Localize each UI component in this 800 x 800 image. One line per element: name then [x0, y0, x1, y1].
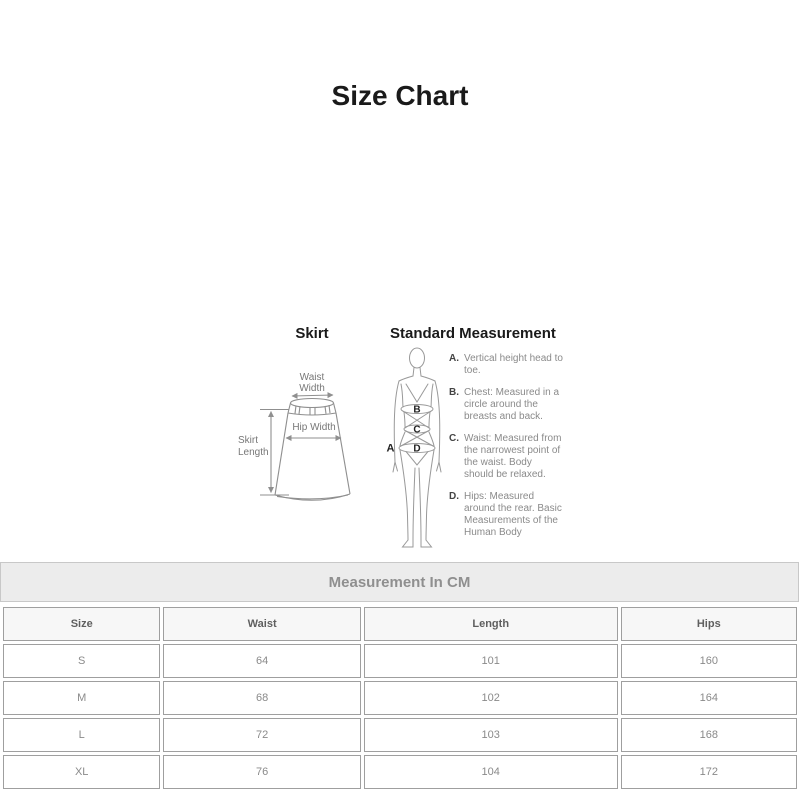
table-row	[3, 718, 797, 752]
hip-width-label: Hip Width	[292, 422, 336, 433]
body-figure-diagram	[384, 344, 448, 552]
skirt-length-label-line1: Skirt	[238, 435, 258, 446]
table-caption: Measurement In CM	[328, 573, 471, 591]
cell-length: 102	[364, 681, 618, 715]
legend-letter: A.	[449, 353, 459, 364]
cell-waist: 68	[163, 681, 361, 715]
figure-head	[410, 348, 425, 376]
cell-size: L	[3, 718, 160, 752]
page-title: Size Chart	[331, 80, 469, 111]
legend-item-b	[449, 387, 563, 423]
figure-letter-c: C	[413, 424, 421, 436]
legend-text: Chest: Measured in a circle around the breasts and back.	[464, 387, 560, 422]
measurement-legend	[449, 353, 563, 549]
standard-measurement-heading: Standard Measurement	[390, 325, 556, 342]
skirt-heading: Skirt	[295, 325, 329, 342]
figure-letter-b: B	[413, 404, 421, 416]
legend-text: Waist: Measured from the narrowest point of the waist. Body should be relaxed.	[464, 433, 562, 480]
legend-text: Vertical height head to toe.	[464, 353, 563, 376]
table-row	[3, 681, 797, 715]
cell-size: S	[3, 644, 160, 678]
cell-hips: 168	[621, 718, 797, 752]
skirt-length-label-line2: Length	[238, 447, 269, 458]
skirt-diagram	[230, 352, 390, 514]
cell-waist: 76	[163, 755, 361, 789]
column-header-size: Size	[3, 607, 160, 641]
waist-width-label-line1: Waist	[299, 372, 325, 383]
size-table	[0, 604, 800, 792]
table-header-row	[3, 607, 797, 641]
skirt-waistband	[288, 399, 336, 416]
cell-length: 103	[364, 718, 618, 752]
figure-letter-d: D	[413, 443, 421, 455]
cell-hips: 172	[621, 755, 797, 789]
column-header-hips: Hips	[621, 607, 797, 641]
cell-length: 104	[364, 755, 618, 789]
legend-letter: D.	[449, 491, 459, 502]
figure-letter-a: A	[386, 442, 395, 455]
table-row	[3, 644, 797, 678]
cell-waist: 72	[163, 718, 361, 752]
table-caption-band	[0, 562, 799, 602]
column-header-length: Length	[364, 607, 618, 641]
legend-letter: B.	[449, 387, 459, 398]
legend-text: Hips: Measured around the rear. Basic Measurements of the Human Body	[464, 491, 562, 538]
legend-item-c	[449, 433, 563, 481]
legend-item-a	[449, 353, 563, 377]
waist-width-label-line2: Width	[299, 383, 325, 394]
cell-size: M	[3, 681, 160, 715]
legend-letter: C.	[449, 433, 459, 444]
legend-item-d	[449, 491, 563, 539]
cell-size: XL	[3, 755, 160, 789]
cell-hips: 164	[621, 681, 797, 715]
cell-hips: 160	[621, 644, 797, 678]
table-row	[3, 755, 797, 789]
figure-legs	[400, 450, 434, 547]
column-header-waist: Waist	[163, 607, 361, 641]
cell-waist: 64	[163, 644, 361, 678]
cell-length: 101	[364, 644, 618, 678]
waist-width-arrow	[292, 395, 333, 396]
